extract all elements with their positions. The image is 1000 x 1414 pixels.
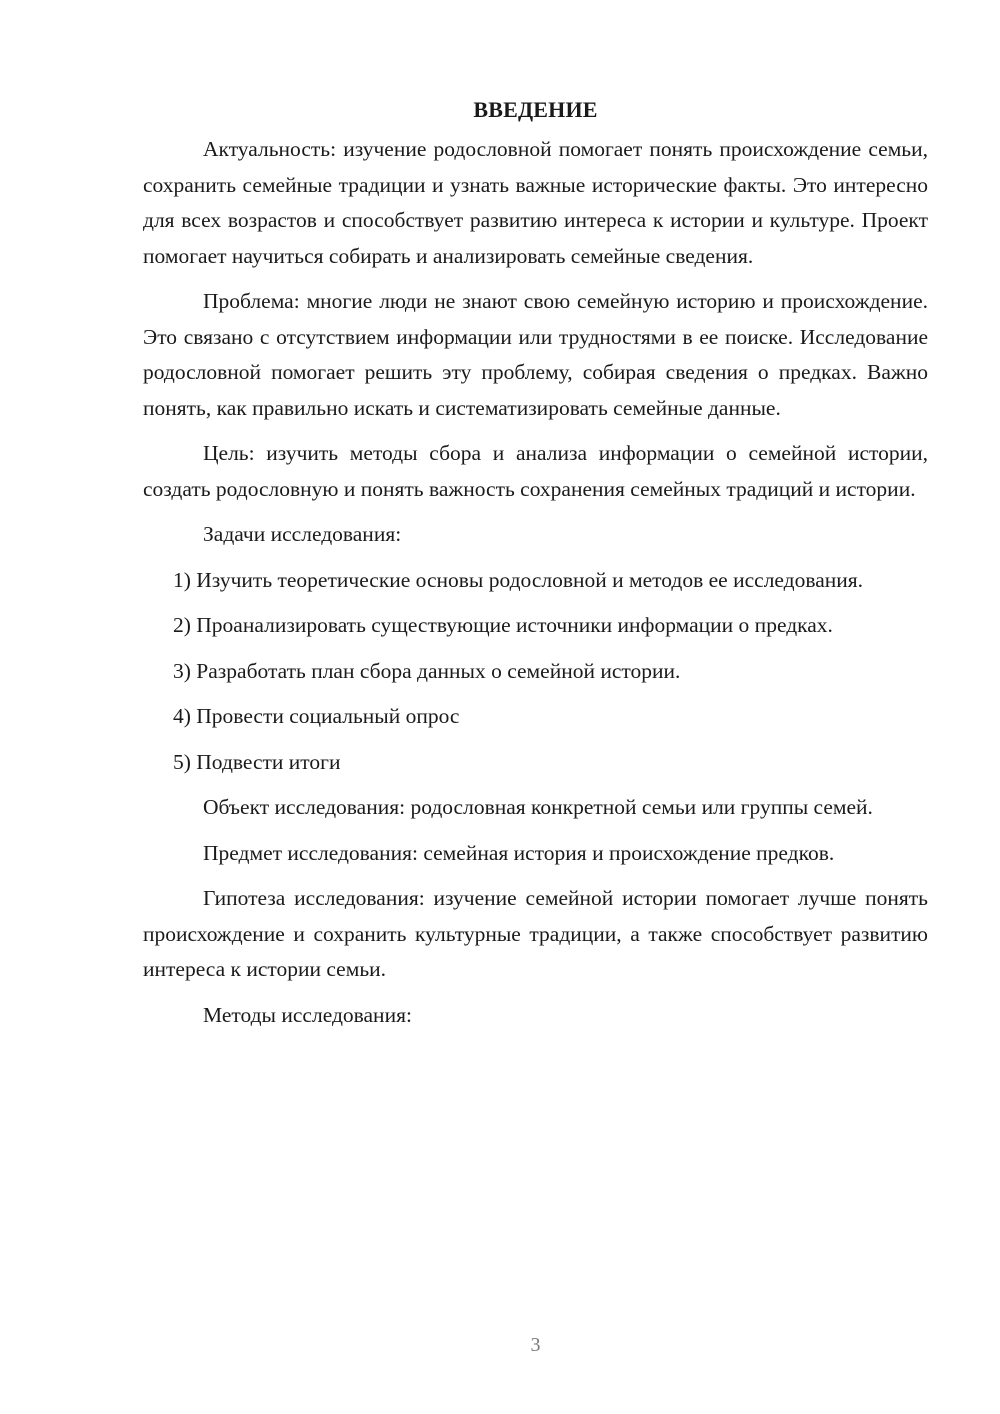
task-item-4: 4) Провести социальный опрос — [173, 704, 460, 728]
methods-heading: Методы исследования: — [203, 1002, 412, 1027]
hypothesis-paragraph: Гипотеза исследования: изучение семейной истории помогает лучше понять происхождение и сохранить культурные традиции, а также способствует развитию интереса к истории семьи. — [143, 886, 928, 981]
object-paragraph: Объект исследования: родословная конкретной семьи или группы семей. — [203, 795, 873, 819]
task-item-1: 1) Изучить теоретические основы родословной и методов ее исследования. — [173, 567, 864, 592]
subject-paragraph: Предмет исследования: семейная история и происхождение предков. — [203, 840, 835, 865]
tasks-heading: Задачи исследования: — [203, 522, 402, 546]
task-item-2: 2) Проанализировать существующие источники информации о предках. — [173, 613, 833, 637]
relevance-paragraph: Актуальность: изучение родословной помогает понять происхождение семьи, сохранить семейные традиции и узнать важные исторические факты. Это интересно для всех возрастов и способствует развитию интереса к истории и культуре. Проект помогает научиться собирать и анализировать семейные сведения. — [143, 137, 928, 268]
task-item-5: 5) Подвести итоги — [173, 749, 341, 774]
task-item-3: 3) Разработать план сбора данных о семейной истории. — [173, 658, 681, 683]
document-page — [143, 92, 928, 1043]
page-number: 3 — [530, 1334, 541, 1356]
goal-paragraph: Цель: изучить методы сбора и анализа информации о семейной истории, создать родословную и понять важность сохранения семейных традиций и истории. — [143, 441, 928, 501]
problem-paragraph: Проблема: многие люди не знают свою семейную историю и происхождение. Это связано с отсутствием информации или трудностями в ее поиске. Исследование родословной помогает решить эту проблему, собирая сведения о предках. Важно понять, как правильно искать и систематизировать семейные данные. — [143, 289, 928, 420]
section-title: ВВЕДЕНИЕ — [473, 97, 598, 122]
